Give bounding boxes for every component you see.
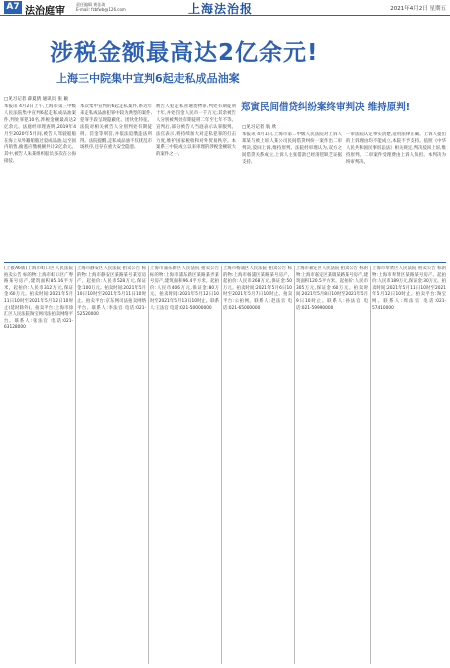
notice-column: (上接A6版)上海市虹口区人民法院 拍卖公告 标的物:上海市虹口区广粤路某号房产,建筑面积85.16平方米。起拍价:人民币312万元,保证金:60万元。拍卖时间:2021年5月11日10时至2021年5月12日10时止(延时除外)。拍卖平台:上海市徐汇区人民法院淘宝网司法拍卖网络平台。联系人:张法官 电话:021-63128000 (4, 266, 73, 331)
page-header (0, 0, 450, 16)
article-column: 本报讯 4月1日,上海市第二中级人民法院对上诉人郑某与被上诉人某公司民间借贷纠纷一案作出二审判决,驳回上诉,维持原判。法院经审理认为,双方之间借贷关系成立,上诉人主张借款已经清偿缺乏证据支持, (242, 132, 342, 165)
column-divider (75, 266, 76, 664)
article-column: 本次集中宣判的6起走私案件,系近年来走私成品油犯罪中较为典型的案件,犯罪手段呈现隐蔽化、团伙化特征。法院对相关被告人分别判处有期徒刑、罚金等刑罚,并依法追缴违法所得。法院提醒,走私成品油不仅扰乱市场秩序,还存在重大安全隐患, (80, 104, 152, 151)
editor-line: 责任编辑 黄佳琦 (76, 2, 106, 7)
section-divider (4, 262, 446, 263)
article-byline: □见习记者 薛夏倩 通讯员 张 颖 (4, 97, 68, 102)
article-column: 一审法院认定事实清楚,适用法律正确。上诉人提出的上诉理由均不能成立,本院不予支持。依照《中华人民共和国民事诉讼法》相关规定,判决驳回上诉,维持原判。二审案件受理费由上诉人负担。本判决为终审判决。 (346, 132, 446, 165)
article-headline: 涉税金额最高达2亿余元! (50, 40, 319, 66)
page-number: A7 (4, 1, 22, 14)
notice-column: 上海市杨浦区人民法院 拍卖公告 标的物:上海市杨浦区某路某号房产。起拍价:人民币268万元,保证金:50万元。拍卖时间:2021年5月6日10时至2021年5月7日10时止。拍卖平台:公拍网。联系人:赵法官 电话:021-65000000 (223, 266, 292, 311)
column-divider (148, 266, 149, 664)
notice-column: 上海市静安区人民法院 拍卖公告 标的物:上海市静安区某路某号某室房产。起拍价:人民币528万元,保证金:100万元。拍卖时间:2021年5月10日10时至2021年5月11日10时止。拍卖平台:京东网司法拍卖网络平台。联系人:李法官 电话:021-52520000 (77, 266, 146, 318)
column-divider (294, 266, 295, 664)
column-divider (370, 266, 371, 664)
masthead: 上海法治报 (188, 2, 254, 16)
notice-column: 上海市奉贤区人民法院 拍卖公告 标的物:上海市奉贤区某路某号房产。起拍价:人民币189万元,保证金:30万元。拍卖时间:2021年5月11日10时至2021年5月12日10时止。拍卖平台:淘宝网。联系人:周法官 电话:021-57410000 (372, 266, 446, 311)
issue-date: 2021年4月2日 星期五 (390, 6, 446, 12)
notice-column: 上海市嘉定区人民法院 拍卖公告 标的物:上海市嘉定区某镇某路某号房产,建筑面积120.5平方米。起拍价:人民币305万元,保证金:60万元。拍卖时间:2021年5月8日10时至2021年5月9日10时止。联系人:孙法官 电话:021-59990000 (296, 266, 368, 311)
section-title: 法治庭审 (25, 6, 65, 17)
notice-column: 上海市浦东新区人民法院 拍卖公告 标的物:上海市浦东新区某路某弄某号房产,建筑面积96.4平方米。起拍价:人民币406万元,保证金:80万元。拍卖时间:2021年5月12日10时至2021年5月13日10时止。联系人:王法官 电话:021-50000000 (150, 266, 219, 311)
article-column: 本报讯 4月2日上午,上海市第三中级人民法院集中宣判6起走私成品油案件,判处罪犯10名,涉税金额最高达2亿余元。法庭经审理查明,2019年4月至2020年5月间,被告人驾驶船舶在海上从外籍船舶过驳成品油,运至国内销售,偷逃应缴税额共计2亿余元。其中,被告人朱某组织船员多次在公海接驳, (4, 104, 76, 165)
editor-line: E-mail: fzbfwb@126.com (76, 7, 126, 12)
column-divider (221, 266, 222, 664)
editor-info (76, 2, 126, 12)
article-column: 被告人犯走私普通货物罪,判处有期徒刑十年,并处罚金人民币一千万元;其余被告人分别被判处有期徒刑二年至七年不等。宣判后,部分被告人当庭表示认罪服判。法官表示,将持续加大对走私犯罪的打击力度,维护国家税收和对外贸易秩序。本案系三中院成立以来审理的涉税金额较大的案件之一, (156, 104, 236, 158)
article-headline: 郑寅民间借贷纠纷案终审判决 维持原判! (241, 102, 411, 113)
article-byline: □见习记者 翁 欣 (242, 125, 277, 130)
article-subhead: 上海三中院集中宣判6起走私成品油案 (56, 72, 240, 85)
